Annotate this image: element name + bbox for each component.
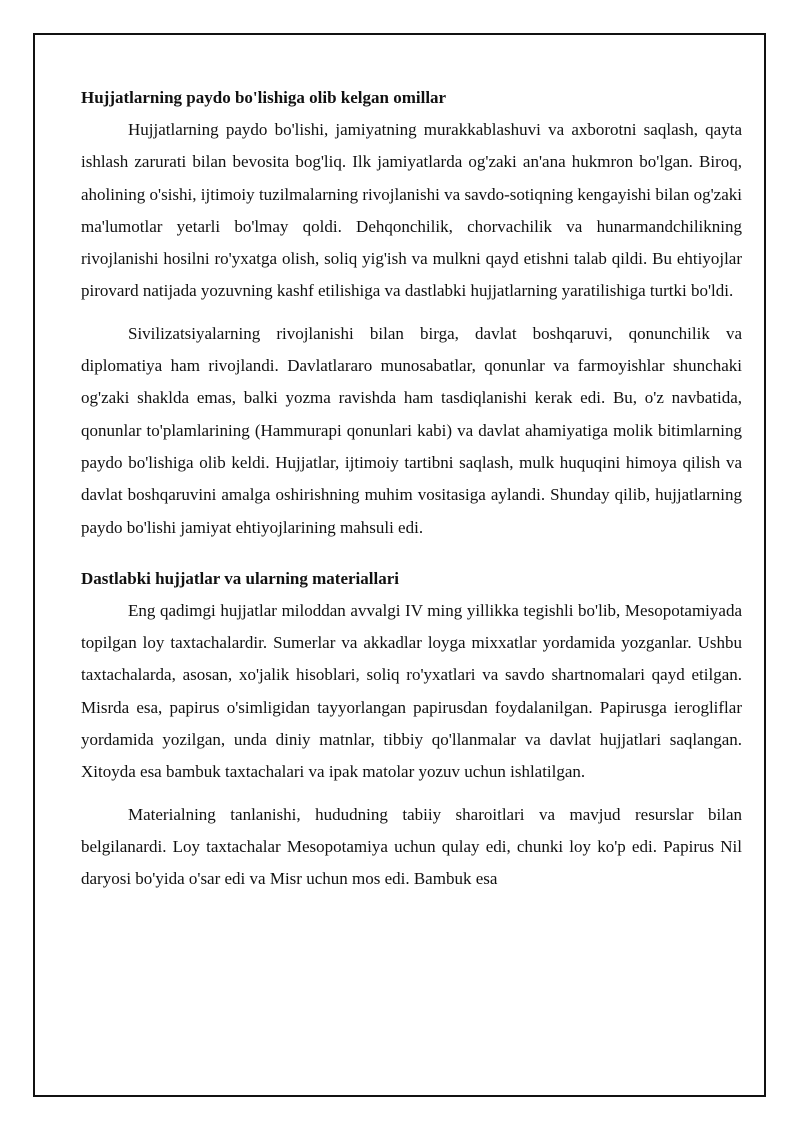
paragraph: Eng qadimgi hujjatlar miloddan avvalgi IV ming yillikka tegishli bo'lib, Mesopotamiyada topilgan loy taxtachalardir. Sumerlar va akkadlar loyga mixxatlar yordamida yozganlar. Ushbu taxtachalarda, asosan, xo'jalik hisoblari, soliq ro'yxatlari va savdo shartnomalari qayd etilgan. Misrda esa, papirus o'simligidan tayyorlangan papirusdan foydalanilgan. Papirusga ierogliflar yordamida yozilgan, unda diniy matnlar, tibbiy qo'llanmalar va davlat hujjatlari saqlangan. Xitoyda esa bambuk taxtachalari va ipak matolar yozuv uchun ishlatilgan. xyxy=(81,600,742,782)
document-body xyxy=(81,82,742,896)
paragraph: Materialning tanlanishi, hududning tabiiy sharoitlari va mavjud resurslar bilan belgilanardi. Loy taxtachalar Mesopotamiya uchun qulay edi, chunki loy ko'p edi. Papirus Nil daryosi bo'yida o'sar edi va Misr uchun mos edi. Bambuk esa xyxy=(81,804,742,889)
section-heading-early-documents: Dastlabki hujjatlar va ularning materiallari xyxy=(81,568,399,588)
section-heading-factors: Hujjatlarning paydo bo'lishiga olib kelgan omillar xyxy=(81,88,447,107)
paragraph: Hujjatlarning paydo bo'lishi, jamiyatning murakkablashuvi va axborotni saqlash, qayta ishlash zarurati bilan bevosita bog'liq. Ilk jamiyatlarda og'zaki an'ana hukmron bo'lgan. Biroq, aholining o'sishi, ijtimoiy tuzilmalarning rivojlanishi va savdo-sotiqning kengayishi bilan og'zaki ma'lumotlar yetarli bo'lmay qoldi. Dehqonchilik, chorvachilik va hunarmandchilikning rivojlanishi hosilni ro'yxatga olish, soliq yig'ish va mulkni qayd etishni talab qildi. Bu ehtiyojlar pirovard natijada yozuvning kashf etilishiga va dastlabki hujjatlarning yaratilishiga turtki bo'ldi. xyxy=(81,120,742,301)
paragraph: Sivilizatsiyalarning rivojlanishi bilan birga, davlat boshqaruvi, qonunchilik va diplomatiya ham rivojlandi. Davlatlararo munosabatlar, qonunlar va farmoyishlar shunchaki og'zaki shaklda emas, balki yozma ravishda ham tasdiqlanishi kerak edi. Bu, o'z navbatida, qonunlar to'plamlarining (Hammurapi qonunlari kabi) va davlat ahamiyatiga molik bitimlarning paydo bo'lishiga olib keldi. Hujjatlar, ijtimoiy tartibni saqlash, mulk huquqini himoya qilish va davlat boshqaruvini amalga oshirishning muhim vositasiga aylandi. Shunday qilib, hujjatlarning paydo bo'lishi jamiyat ehtiyojlarining mahsuli edi. xyxy=(81,323,742,537)
